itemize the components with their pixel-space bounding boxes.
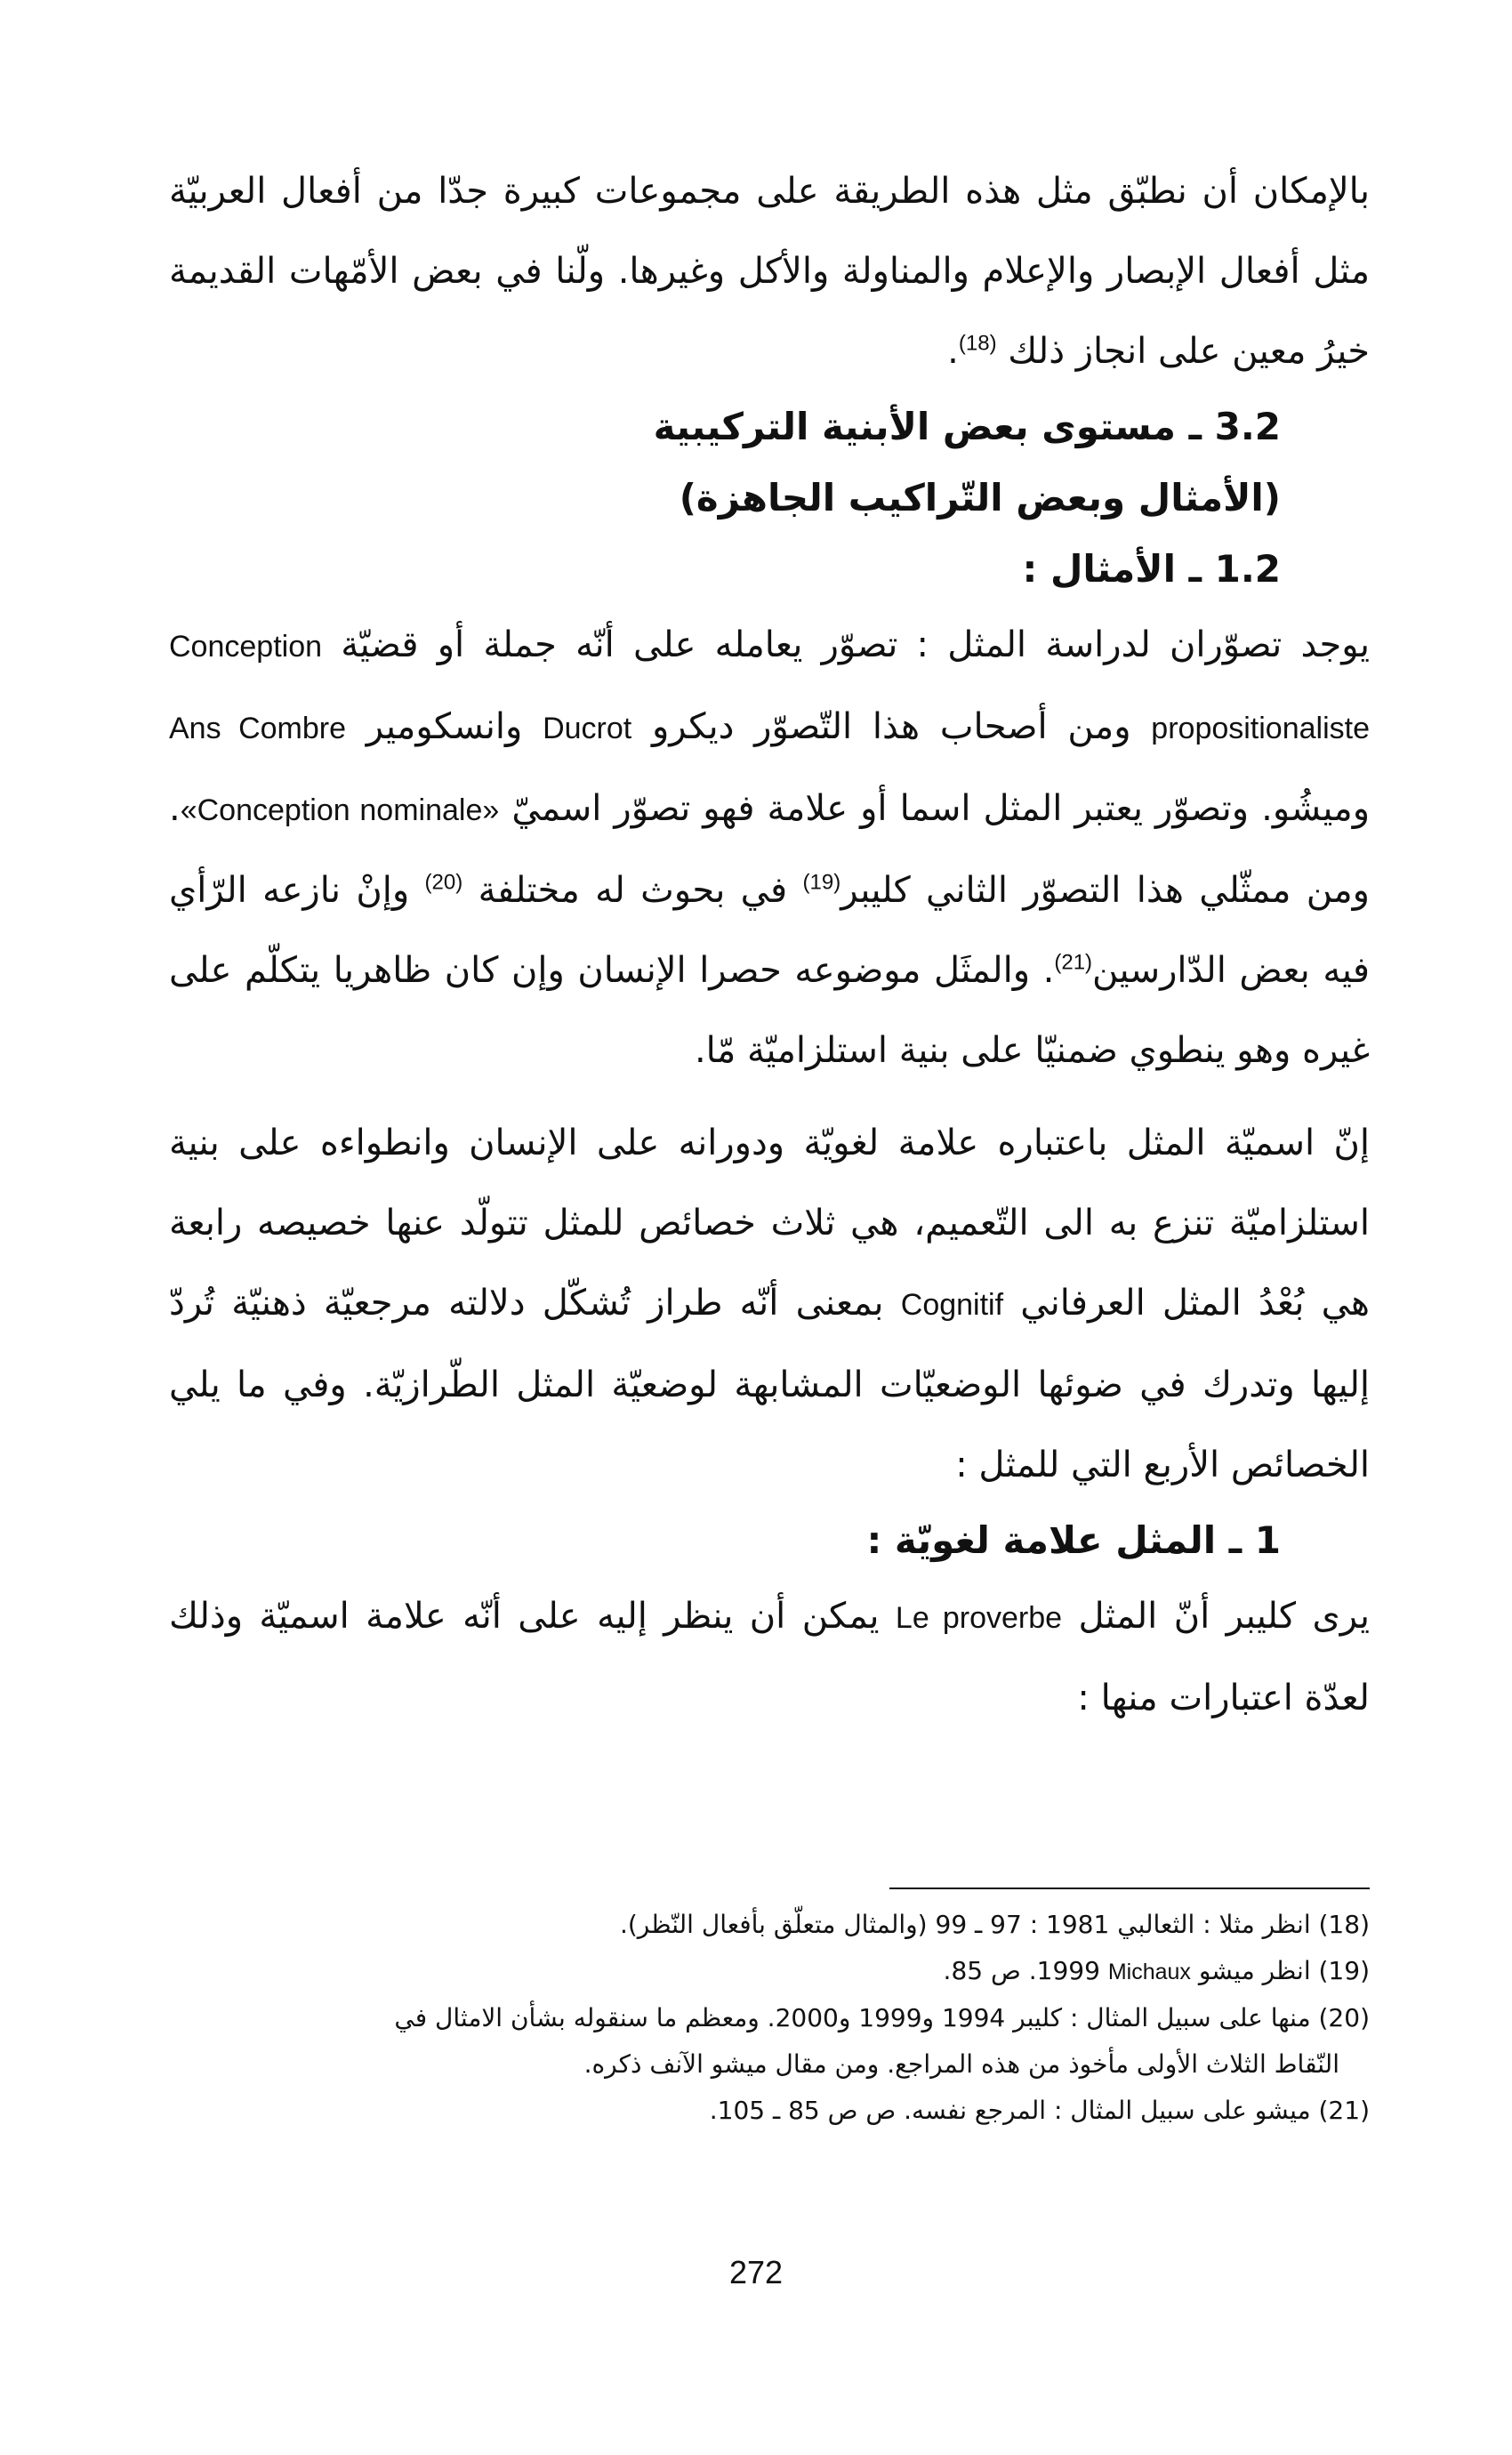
footnote-18: (18) انظر مثلا : الثعالبي 1981 : 97 ـ 99 (والمثال متعلّق بأفعال النّظر). <box>619 1910 1370 1939</box>
subsection-heading-1-2: 1.2 ـ الأمثال : <box>1022 547 1281 591</box>
paragraph-text: وانسكومير <box>366 706 523 747</box>
latin-term: Michaux <box>1107 1960 1191 1984</box>
paragraph-text: يمكن أن ينظر إليه على أنّه علامة اسميّة وذلك لعدّة اعتبارات منها : <box>169 1596 1370 1718</box>
footnote-marker-19[interactable]: (19) <box>802 870 841 895</box>
footnote-divider <box>889 1888 1370 1889</box>
paragraph-3 <box>169 1103 1370 1505</box>
latin-term: Ans Combre <box>169 712 346 745</box>
footnote-marker-20[interactable]: (20) <box>424 870 463 895</box>
section-heading-3-2: 3.2 ـ مستوى بعض الأبنية التركيبية <box>653 405 1281 448</box>
paragraph-text: في بحوث له مختلفة <box>478 870 788 911</box>
footnote-21: (21) ميشو على سبيل المثال : المرجع نفسه. ص ص 85 ـ 105. <box>709 2096 1370 2125</box>
footnote-19 <box>169 1948 1370 1995</box>
latin-term: Le proverbe <box>895 1601 1063 1635</box>
latin-term: «Conception nominale» <box>180 793 500 827</box>
paragraph-1 <box>169 151 1370 391</box>
numbered-heading-1: 1 ـ المثل علامة لغويّة : <box>866 1518 1281 1562</box>
footnote-20: (20) منها على سبيل المثال : كليبر 1994 و1999 و2000. ومعظم ما سنقوله بشأن الامثال في <box>394 2003 1370 2032</box>
footnote-text: 1999. ص 85. <box>943 1956 1100 1985</box>
paragraph-text: وميشُو. وتصوّر يعتبر المثل اسما أو علامة فهو تصوّر اسميّ <box>511 788 1371 829</box>
latin-term: Conception propositionaliste <box>169 630 1370 745</box>
footnote-marker-21[interactable]: (21) <box>1054 950 1093 975</box>
footnotes <box>169 1902 1370 2134</box>
footnote-text: (19) انظر ميشو <box>1198 1956 1370 1985</box>
latin-term: Ducrot <box>543 712 632 745</box>
page-number: 272 <box>728 2254 784 2290</box>
main-text <box>169 151 1370 1738</box>
paragraph-4 <box>169 1576 1370 1738</box>
section-subheading: (الأمثال وبعض التّراكيب الجاهزة) <box>679 476 1281 519</box>
paragraph-text: وإنْ نازعه الرّأي فيه بعض الدّارسين <box>169 870 1371 991</box>
paragraph-text: . والمثَل موضوعه حصرا الإنسان وإن كان ظاهريا يتكلّم على غيره وهو ينطوي ضمنيّا على بنية استلزاميّة مّا. <box>169 950 1370 1071</box>
footnote-marker-18[interactable]: (18) <box>958 331 997 356</box>
footnote-20-continued: النّقاط الثلاث الأولى مأخوذ من هذه المراجع. ومن مقال ميشو الآنف ذكره. <box>583 2049 1339 2079</box>
paragraph-text: يوجد تصوّران لدراسة المثل : تصوّر يعامله على أنّه جملة أو قضيّة <box>341 624 1370 665</box>
paragraph-text: إنّ اسميّة المثل باعتباره علامة لغويّة ودورانه على الإنسان وانطواءه على بنية استلزاميّة تنزع به الى التّعميم، هي ثلاث خصائص للمثل تتولّد عنها خصيصه رابعة هي بُعْدُ المثل العرفاني <box>169 1123 1370 1324</box>
latin-term: Cognitif <box>900 1288 1004 1322</box>
paragraph-text: يرى كليبر أنّ المثل <box>1078 1596 1371 1637</box>
paragraph-text: بالإمكان أن نطبّق مثل هذه الطريقة على مجموعات كبيرة جدّا من أفعال العربيّة مثل أفعال الإبصار والإعلام والمناولة والأكل وغيرها. ولّنا في بعض الأمّهات القديمة خيرُ معين على انجاز ذلك <box>169 171 1370 372</box>
paragraph-end: . <box>947 331 959 372</box>
paragraph-text: . ومن ممثّلي هذا التصوّر الثاني كليبر <box>169 788 1370 911</box>
paragraph-text: ومن أصحاب هذا التّصوّر ديكرو <box>651 706 1131 747</box>
paragraph-text: بمعنى أنّه طراز تُشكّل دلالته مرجعيّة ذهنيّة تُردّ إليها وتدرك في ضوئها الوضعيّات المشابهة لوضعيّة المثل الطّرازيّة. وفي ما يلي الخصائص الأربع التي للمثل : <box>169 1283 1370 1485</box>
paragraph-2 <box>169 605 1370 1091</box>
